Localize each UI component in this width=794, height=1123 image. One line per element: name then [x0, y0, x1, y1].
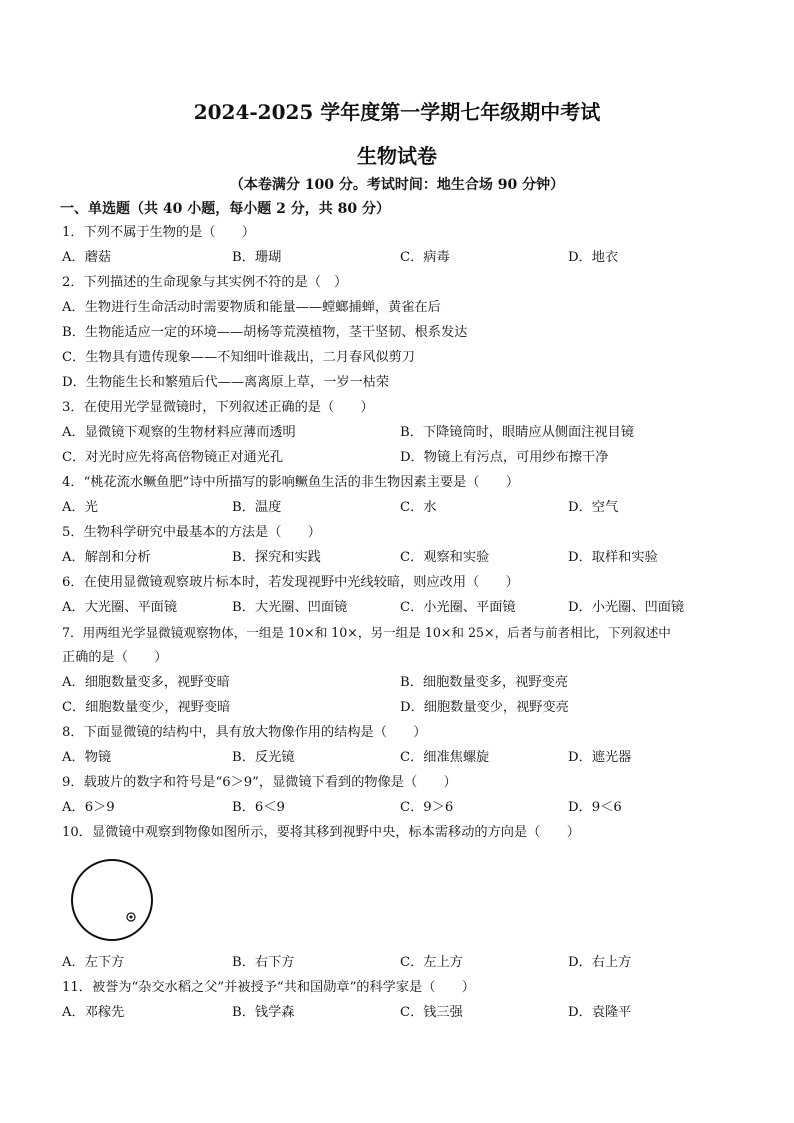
question-1-stem: 1．下列不属于生物的是（ ）: [62, 225, 256, 240]
question-2-option-d: D．生物能生长和繁殖后代——离离原上草，一岁一枯荣: [62, 375, 390, 390]
question-11-option-b: B．钱学森: [232, 1005, 295, 1020]
question-2-option-b: B．生物能适应一定的环境——胡杨等荒漠植物，茎干坚韧、根系发达: [62, 325, 468, 340]
question-11-option-d: D．袁隆平: [568, 1005, 632, 1020]
question-9-option-c: C．9＞6: [400, 800, 454, 815]
question-1-option-b: B．珊瑚: [232, 250, 282, 265]
question-9-option-b: B．6＜9: [232, 800, 285, 815]
question-5-option-b: B．探究和实践: [232, 550, 321, 565]
question-1-option-a: A．蘑菇: [62, 250, 112, 265]
question-6-stem: 6．在使用显微镜观察玻片标本时，若发现视野中光线较暗，则应改用（ ）: [62, 575, 519, 590]
question-1-option-c: C．病毒: [400, 250, 450, 265]
question-7-option-b: B．细胞数量变多，视野变亮: [400, 675, 568, 690]
question-7-stem-continued: 正确的是（ ）: [62, 650, 168, 665]
question-8-option-a: A．物镜: [62, 750, 112, 765]
question-8-option-c: C．细准焦螺旋: [400, 750, 490, 765]
question-10-stem: 10．显微镜中观察到物像如图所示，要将其移到视野中央，标本需移动的方向是（ ）: [62, 825, 580, 840]
exam-note: （本卷满分 100 分。考试时间：地生合场 90 分钟）: [229, 177, 565, 193]
question-5-option-d: D．取样和实验: [568, 550, 658, 565]
question-3-option-a: A．显微镜下观察的生物材料应薄而透明: [62, 425, 296, 440]
question-3-option-c: C．对光时应先将高倍物镜正对通光孔: [62, 450, 284, 465]
question-2-option-a: A．生物进行生命活动时需要物质和能量——螳螂捕蝉，黄雀在后: [62, 300, 441, 315]
question-3-option-d: D．物镜上有污点，可用纱布擦干净: [400, 450, 609, 465]
question-4-stem: 4．“桃花流水鳜鱼肥”诗中所描写的影响鳜鱼生活的非生物因素主要是（ ）: [62, 475, 520, 490]
question-3-option-b: B．下降镜筒时，眼睛应从侧面注视目镜: [400, 425, 634, 440]
question-10-option-a: A．左下方: [62, 955, 125, 970]
question-8-option-d: D．遮光器: [568, 750, 632, 765]
question-5-option-a: A．解剖和分析: [62, 550, 151, 565]
question-2-option-c: C．生物具有遗传现象——不知细叶谁裁出，二月春风似剪刀: [62, 350, 415, 365]
question-1-option-d: D．地衣: [568, 250, 619, 265]
question-11-option-a: A．邓稼先: [62, 1005, 125, 1020]
microscope-field-figure: [68, 858, 158, 944]
question-11-stem: 11．被誉为“杂交水稻之父”并被授予“共和国勋章”的科学家是（ ）: [62, 980, 475, 995]
question-2-stem: 2．下列描述的生命现象与其实例不符的是（ ）: [62, 275, 348, 290]
exam-subject: 生物试卷: [357, 144, 437, 168]
question-8-stem: 8．下面显微镜的结构中，具有放大物像作用的结构是（ ）: [62, 725, 427, 740]
question-7-option-c: C．细胞数量变少，视野变暗: [62, 700, 231, 715]
question-9-stem: 9．载玻片的数字和符号是“6＞9”，显微镜下看到的物像是（ ）: [62, 775, 457, 790]
question-7-option-d: D．细胞数量变少，视野变亮: [400, 700, 569, 715]
question-4-option-b: B．温度: [232, 500, 282, 515]
question-3-stem: 3．在使用光学显微镜时，下列叙述正确的是（ ）: [62, 400, 374, 415]
field-of-view-circle: [72, 860, 152, 940]
question-11-option-c: C．钱三强: [400, 1005, 463, 1020]
question-9-option-a: A．6＞9: [62, 800, 115, 815]
exam-title: 2024-2025 学年度第一学期七年级期中考试: [193, 100, 601, 124]
question-9-option-d: D．9＜6: [568, 800, 622, 815]
specimen-center: [130, 916, 133, 919]
question-4-option-a: A．光: [62, 500, 98, 515]
question-6-option-d: D．小光圈、凹面镜: [568, 600, 685, 615]
question-7-option-a: A．细胞数量变多，视野变暗: [62, 675, 230, 690]
question-7-stem: 7．用两组光学显微镜观察物体，一组是 10×和 10×，另一组是 10×和 25×，后者与前者相比，下列叙述中: [62, 625, 671, 640]
question-10-option-c: C．左上方: [400, 955, 463, 970]
question-5-stem: 5．生物科学研究中最基本的方法是（ ）: [62, 525, 321, 540]
question-10-option-b: B．右下方: [232, 955, 295, 970]
question-4-option-c: C．水: [400, 500, 437, 515]
section-heading: 一、单选题（共 40 小题，每小题 2 分，共 80 分）: [60, 201, 390, 217]
question-6-option-b: B．大光圈、凹面镜: [232, 600, 348, 615]
question-6-option-c: C．小光圈、平面镜: [400, 600, 516, 615]
question-10-option-d: D．右上方: [568, 955, 632, 970]
question-4-option-d: D．空气: [568, 500, 619, 515]
question-8-option-b: B．反光镜: [232, 750, 295, 765]
question-5-option-c: C．观察和实验: [400, 550, 490, 565]
question-6-option-a: A．大光圈、平面镜: [62, 600, 178, 615]
